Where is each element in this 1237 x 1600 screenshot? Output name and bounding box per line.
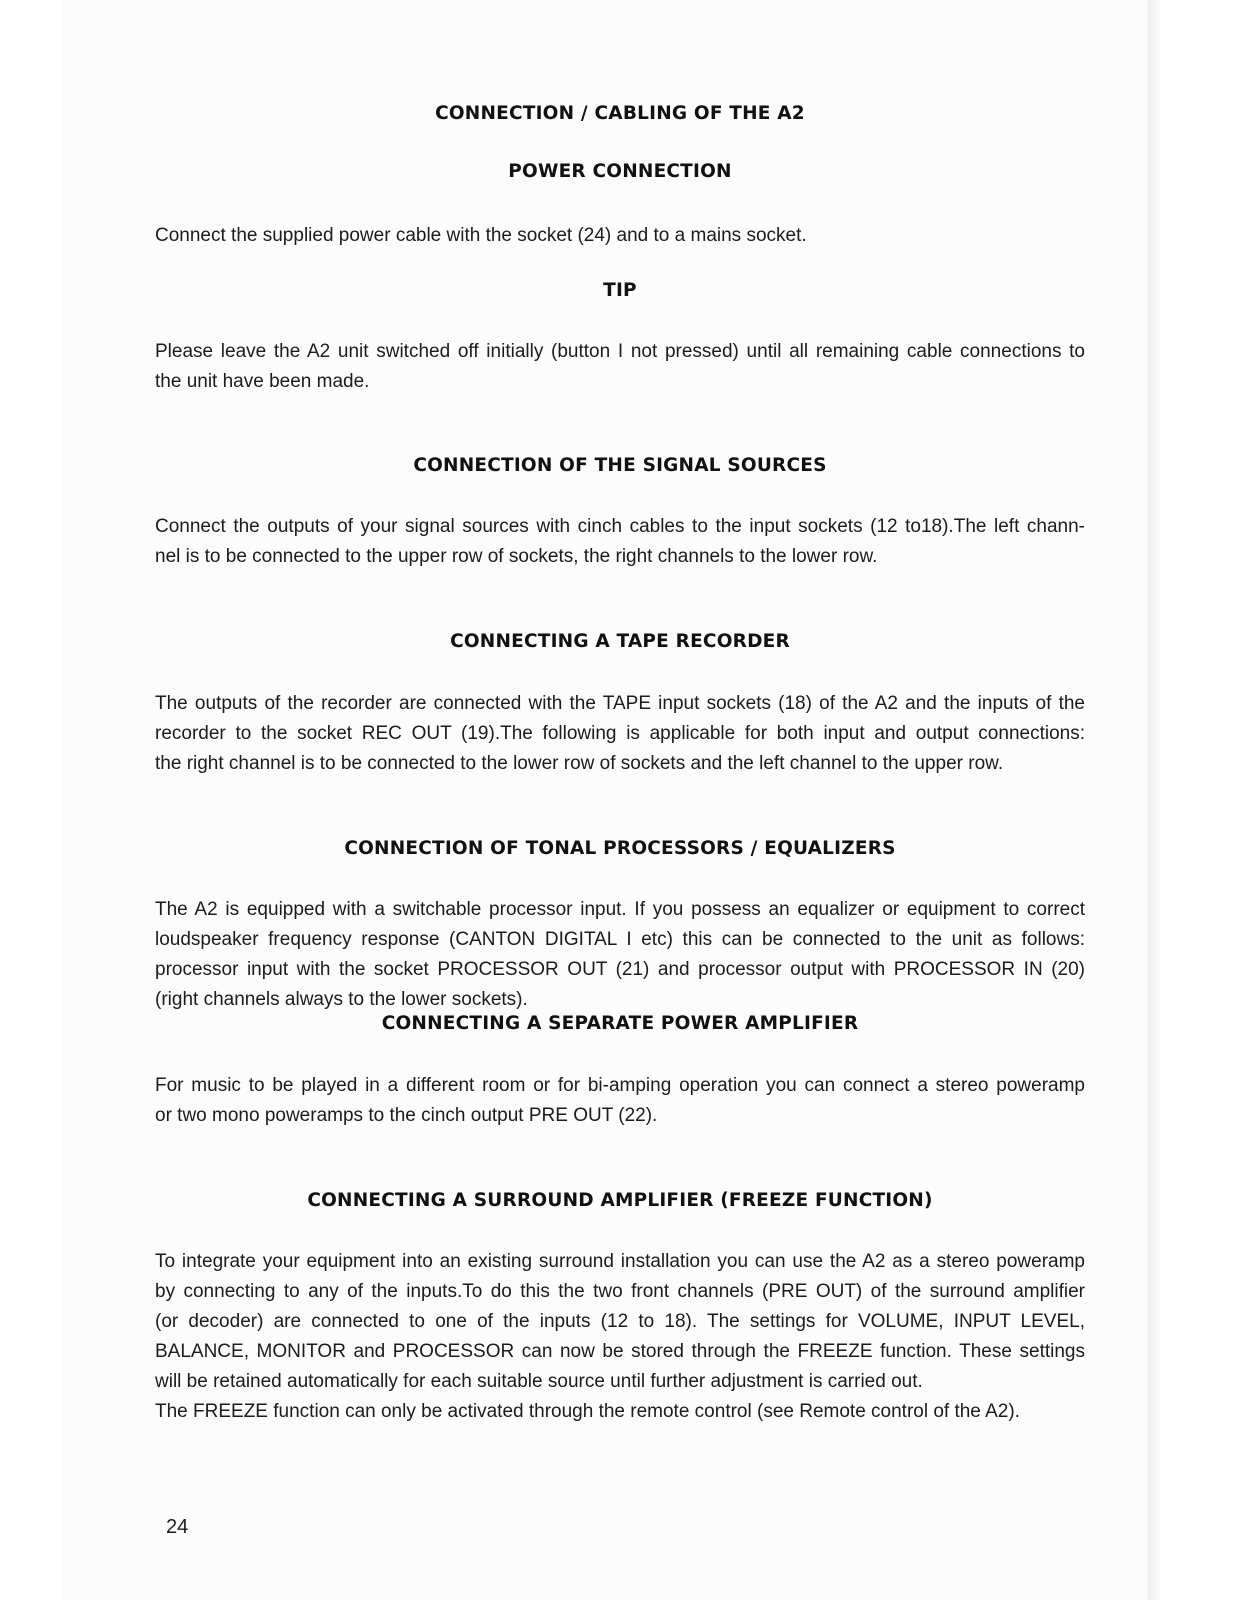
- paragraph-line: Please leave the A2 unit switched off initially (button I not pressed) until all remaining cable connections to: [155, 341, 1085, 362]
- paragraph-line: (or decoder) are connected to one of the inputs (12 to 18). The settings for VOLUME, INPUT LEVEL,: [155, 1311, 1085, 1332]
- paragraph-line: nel is to be connected to the upper row of sockets, the right channels to the lower row.: [155, 546, 878, 567]
- paragraph-line: The A2 is equipped with a switchable processor input. If you possess an equalizer or equipment to correct: [155, 899, 1085, 920]
- page-title: CONNECTION / CABLING OF THE A2: [435, 103, 805, 124]
- page-edge-shadow: [1148, 0, 1162, 1600]
- section-heading-tonal-processors: CONNECTION OF TONAL PROCESSORS / EQUALIZERS: [344, 838, 896, 859]
- section-heading-tip: TIP: [603, 280, 637, 301]
- paragraph-line: will be retained automatically for each suitable source until further adjustment is carried out.: [155, 1371, 923, 1392]
- paragraph-line: loudspeaker frequency response (CANTON DIGITAL I etc) this can be connected to the unit as follows:: [155, 929, 1085, 950]
- paragraph-line: The FREEZE function can only be activated through the remote control (see Remote control of the A2).: [155, 1401, 1020, 1422]
- page-number: 24: [166, 1516, 189, 1538]
- paragraph-signal-sources: [155, 512, 1085, 572]
- paragraph-line: Connect the outputs of your signal sources with cinch cables to the input sockets (12 to18).The left chann-: [155, 516, 1085, 537]
- paragraph-line: BALANCE, MONITOR and PROCESSOR can now be stored through the FREEZE function. These settings: [155, 1341, 1085, 1362]
- paragraph-line: or two mono poweramps to the cinch output PRE OUT (22).: [155, 1105, 658, 1126]
- paragraph-power-connection: [155, 221, 1085, 251]
- paragraph-line: Connect the supplied power cable with the socket (24) and to a mains socket.: [155, 225, 807, 246]
- paragraph-tape-recorder: [155, 689, 1085, 779]
- paragraph-tip: [155, 337, 1085, 397]
- paragraph-tonal-processors: [155, 895, 1085, 1015]
- section-heading-power-amplifier: CONNECTING A SEPARATE POWER AMPLIFIER: [381, 1013, 859, 1034]
- section-heading-surround-amplifier: CONNECTING A SURROUND AMPLIFIER (FREEZE FUNCTION): [307, 1190, 933, 1211]
- paragraph-line: the unit have been made.: [155, 371, 370, 392]
- paragraph-line: recorder to the socket REC OUT (19).The following is applicable for both input and output connections:: [155, 723, 1085, 744]
- paragraph-line: To integrate your equipment into an existing surround installation you can use the A2 as a stereo poweramp: [155, 1251, 1085, 1272]
- paragraph-power-amplifier: [155, 1071, 1085, 1131]
- section-heading-tape-recorder: CONNECTING A TAPE RECORDER: [450, 631, 790, 652]
- paragraph-line: (right channels always to the lower sockets).: [155, 989, 528, 1010]
- paragraph-line: by connecting to any of the inputs.To do this the two front channels (PRE OUT) of the surround amplifier: [155, 1281, 1085, 1302]
- paragraph-line: the right channel is to be connected to the lower row of sockets and the left channel to the upper row.: [155, 753, 1004, 774]
- paragraph-surround-amplifier: [155, 1247, 1085, 1427]
- paragraph-line: For music to be played in a different room or for bi-amping operation you can connect a stereo poweramp: [155, 1075, 1085, 1096]
- section-heading-signal-sources: CONNECTION OF THE SIGNAL SOURCES: [413, 455, 827, 476]
- paragraph-line: processor input with the socket PROCESSOR OUT (21) and processor output with PROCESSOR IN (20): [155, 959, 1085, 980]
- scan-margin: [0, 0, 62, 1600]
- paragraph-line: The outputs of the recorder are connected with the TAPE input sockets (18) of the A2 and the inputs of the: [155, 693, 1085, 714]
- section-heading-power-connection: POWER CONNECTION: [508, 161, 732, 182]
